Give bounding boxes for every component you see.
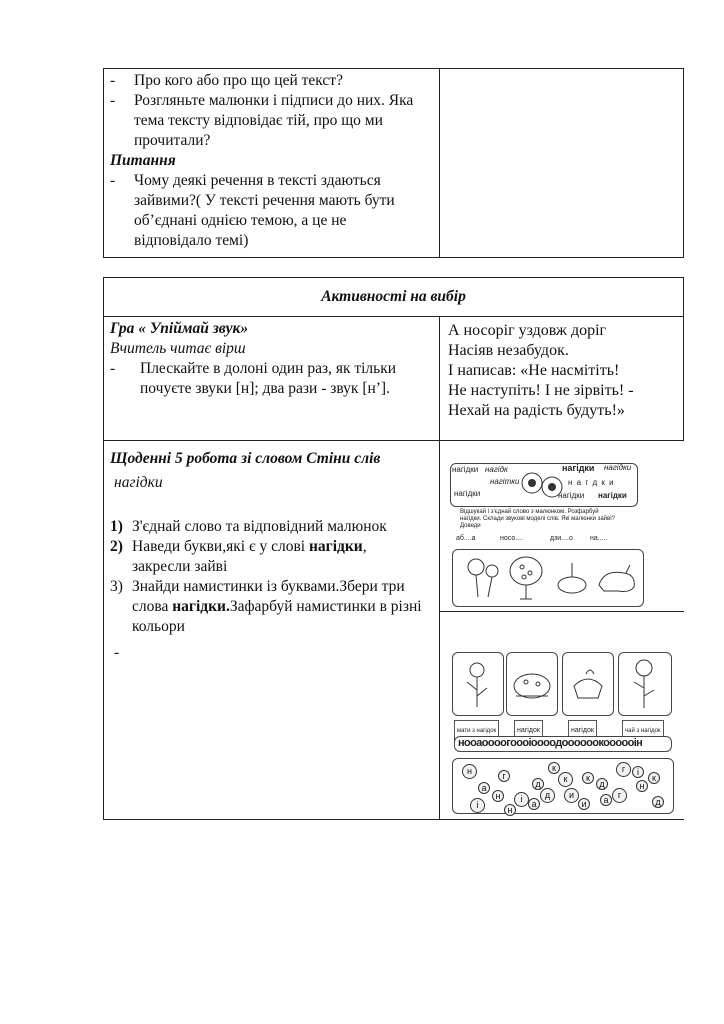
bead: д (596, 778, 608, 790)
poem-line: Нехай на радість будуть!» (448, 402, 625, 419)
bead: к (548, 762, 560, 774)
ws-word: нагідки (558, 491, 585, 500)
worksheet-2 (440, 612, 684, 819)
task-item: 1) З'єднай слово та відповідний малюнок (110, 518, 387, 535)
pictures-icon (454, 551, 640, 603)
bead: д (652, 796, 664, 808)
letter-row: нооаоооогоооіоооодоооооокоооооін (458, 737, 643, 749)
ws-word: нагідки (454, 489, 481, 498)
game-cell (104, 317, 440, 441)
bead: н (504, 804, 516, 816)
card-label: нагідок (514, 720, 543, 742)
list-item: - Про кого або про що цей текст? (110, 72, 343, 89)
poem-line: А носоріг уздовж доріг (448, 322, 607, 339)
bead: д (540, 788, 555, 803)
ws-word: н а г д к и (568, 478, 615, 487)
ws-blank: на..... (590, 535, 608, 542)
worksheet-1 (440, 441, 684, 611)
ws-instruction: Відшукай і з'єднай слово з малюнком. Розфарбуй нагідки. Склади звукові моделі слів. Які малюнки зайві? Доведи (460, 509, 615, 529)
activities-title: Активності на вибір (104, 278, 684, 317)
worksheet2-cell (440, 612, 684, 820)
ws-blank: аб....а (456, 535, 476, 542)
poem-line: І написав: «Не насмітіть! (448, 362, 620, 379)
bead: д (532, 778, 544, 790)
game-title: Гра « Упіймай звук» (110, 320, 249, 337)
poem-line: Не наступіть! І не зірвіть! - (448, 382, 634, 399)
list-item: - Чому деякі речення в тексті здаються зайвими?( У тексті речення мають бути об’єднані однією темою, а це не відповідало темі) (110, 172, 395, 249)
ws-word: нагітки (490, 477, 520, 486)
lesson-left-cell (104, 69, 440, 258)
bead: и (578, 798, 590, 810)
flower-icon (520, 469, 564, 501)
bead: г (616, 762, 631, 777)
bead: н (636, 780, 648, 792)
bead: а (600, 794, 612, 806)
teacher-note: Вчитель читає вірш (110, 340, 246, 357)
questions-heading: Питання (110, 152, 176, 169)
bead: н (492, 790, 504, 802)
bead: к (648, 772, 660, 784)
ws-blank: носо.... (500, 535, 524, 542)
bead: і (470, 798, 485, 813)
card-label: мати з нагідок (454, 720, 499, 742)
ws-word: нагідк (485, 465, 508, 474)
bead: а (528, 798, 540, 810)
bead: к (558, 772, 573, 787)
list-item: - Плескайте в долоні один раз, як тільки почуєте звуки [н]; два рази - звук [н’]. (110, 360, 397, 397)
card-label: чай з нагідок (622, 720, 664, 742)
bead: г (498, 770, 510, 782)
lesson-right-cell (440, 69, 684, 258)
bead: г (612, 788, 627, 803)
ws-word: нагідки (598, 491, 627, 500)
daily-five-cell (104, 441, 440, 820)
task-item: 3) Знайди намистинки із буквами.Збери три слова нагідки.Зафарбуй намистинки в різні кольори (110, 578, 422, 635)
bead: к (582, 772, 594, 784)
poem-cell (440, 317, 684, 441)
bead: і (632, 766, 644, 778)
bead: и (564, 788, 579, 803)
flower-pictures-icon (452, 652, 672, 714)
activities-table (103, 277, 684, 820)
bead: а (478, 782, 490, 794)
poem-line: Насіяв незабудок. (448, 342, 569, 359)
card-label: нагідок (568, 720, 597, 742)
ws-word: нагідки (562, 463, 595, 473)
list-item: - Розгляньте малюнки і підписи до них. Яка тема тексту відповідає тій, про що ми прочитали? (110, 92, 414, 149)
bead: і (514, 792, 529, 807)
daily-word: нагідки (114, 474, 163, 491)
ws-word: нагідки (604, 463, 632, 472)
trailing-dash: - (114, 644, 120, 661)
bead: н (462, 764, 477, 779)
ws-word: нагідки (452, 465, 479, 474)
lesson-table (103, 68, 684, 258)
daily-title: Щоденні 5 робота зі словом Стіни слів (110, 450, 381, 467)
worksheet1-cell (440, 441, 684, 612)
task-item: 2) Наведи букви,які є у слові нагідки, закресли зайві (110, 538, 367, 575)
ws-blank: дзи....о (550, 535, 573, 542)
